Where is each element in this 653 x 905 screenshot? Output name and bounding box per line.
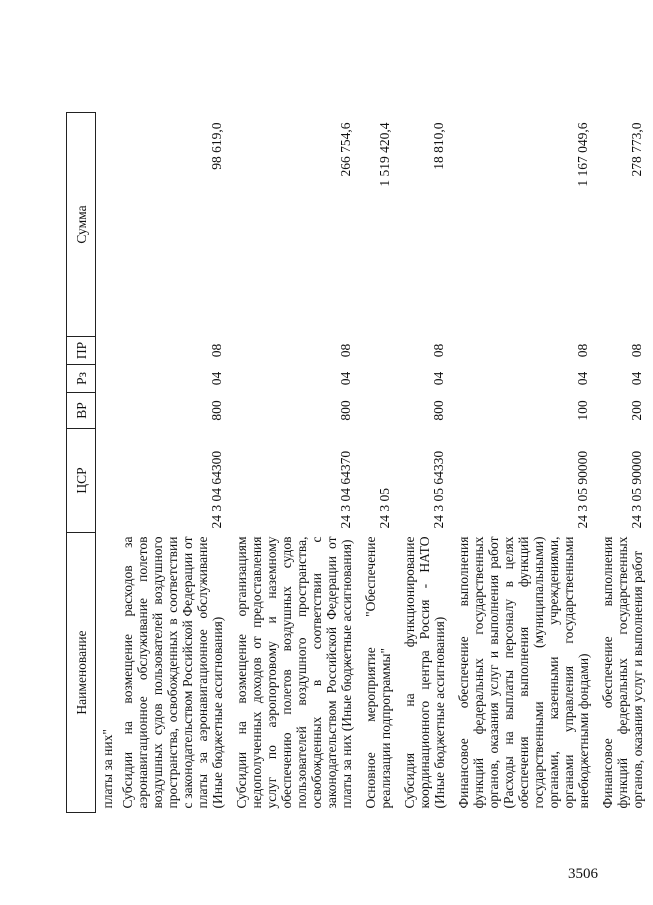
table-row	[362, 113, 401, 813]
row-pr: 08	[431, 343, 446, 358]
row-csr: 24 3 05	[377, 488, 392, 529]
row-rz: 04	[431, 371, 446, 386]
row-rz: 04	[209, 371, 224, 386]
table-row	[401, 113, 455, 813]
row-csr	[96, 429, 120, 533]
row-sum: 278 773,0	[629, 122, 644, 177]
row-sum: 1 519 420,4	[377, 122, 392, 187]
table-row	[96, 113, 120, 813]
row-csr: 24 3 04 64370	[338, 450, 353, 529]
row-vr: 200	[629, 400, 644, 421]
row-sum: 266 754,6	[338, 122, 353, 177]
row-vr: 800	[431, 400, 446, 421]
row-rz	[96, 365, 120, 393]
row-name: Субсидия на функционирование координационного центра Россия - НАТО (Иные бюджетные ассигнования)	[402, 536, 447, 809]
row-sum: 1 167 049,6	[575, 122, 590, 187]
header-vr: ВР	[67, 393, 96, 429]
row-csr: 24 3 05 90000	[629, 450, 644, 529]
row-sum: 98 619,0	[209, 122, 224, 170]
row-csr: 24 3 05 90000	[575, 450, 590, 529]
row-name: Финансовое обеспечение выполнения функций федеральных государственных органов, оказания услуг и выполнения работ	[600, 536, 645, 809]
table-row	[119, 113, 233, 813]
row-pr: 08	[209, 343, 224, 358]
row-vr: 100	[575, 400, 590, 421]
table-row	[455, 113, 599, 813]
row-sum: 18 810,0	[431, 122, 446, 170]
row-vr	[362, 393, 401, 429]
table-row	[599, 113, 653, 813]
row-csr: 24 3 05 64330	[431, 450, 446, 529]
page-number: 3506	[568, 866, 598, 882]
row-name: Субсидии на возмещение организациям недополученных доходов от предоставления услуг по аэропортовому и наземному обеспечению полетов воздушных судов пользователей воздушного пространства, освобожденных в соответствии с законодательством Российской Федерации от платы за них (Иные бюджетные ассигнования)	[234, 536, 354, 809]
table-header-row	[67, 113, 96, 813]
header-csr: ЦСР	[67, 429, 96, 533]
row-rz	[362, 365, 401, 393]
row-vr: 800	[338, 400, 353, 421]
row-name: Основное мероприятие "Обеспечение реализации подпрограммы"	[363, 536, 393, 809]
budget-table	[66, 112, 653, 813]
header-name: Наименование	[67, 533, 96, 813]
row-vr	[96, 393, 120, 429]
row-rz: 04	[575, 371, 590, 386]
row-pr	[362, 337, 401, 365]
row-rz: 04	[629, 371, 644, 386]
header-pr: ПР	[67, 337, 96, 365]
budget-table-container	[66, 113, 653, 813]
row-name: Финансовое обеспечение выполнения функций федеральных государственных органов, оказания услуг и выполнения работ (Расходы на выплаты персоналу в целях обеспечения выполнения функций государственными (муниципальными) органами, казенными учреждениями, органами управления государственными внебюджетными фондами)	[456, 536, 591, 809]
row-pr: 08	[575, 343, 590, 358]
row-vr: 800	[209, 400, 224, 421]
row-pr	[96, 337, 120, 365]
row-sum	[96, 113, 120, 337]
row-name: платы за них"	[100, 729, 115, 809]
row-name: Субсидии на возмещение расходов за аэронавигационное обслуживание полетов воздушных судов пользователей воздушного пространства, освобожденных в соответствии с законодательством Российской Федерации от платы за аэронавигационное обслуживание (Иные бюджетные ассигнования)	[120, 536, 225, 809]
row-pr: 08	[338, 343, 353, 358]
table-row	[233, 113, 362, 813]
row-rz: 04	[338, 371, 353, 386]
row-csr: 24 3 04 64300	[209, 450, 224, 529]
header-sum: Сумма	[67, 113, 96, 337]
header-rz: Рз	[67, 365, 96, 393]
row-pr: 08	[629, 343, 644, 358]
